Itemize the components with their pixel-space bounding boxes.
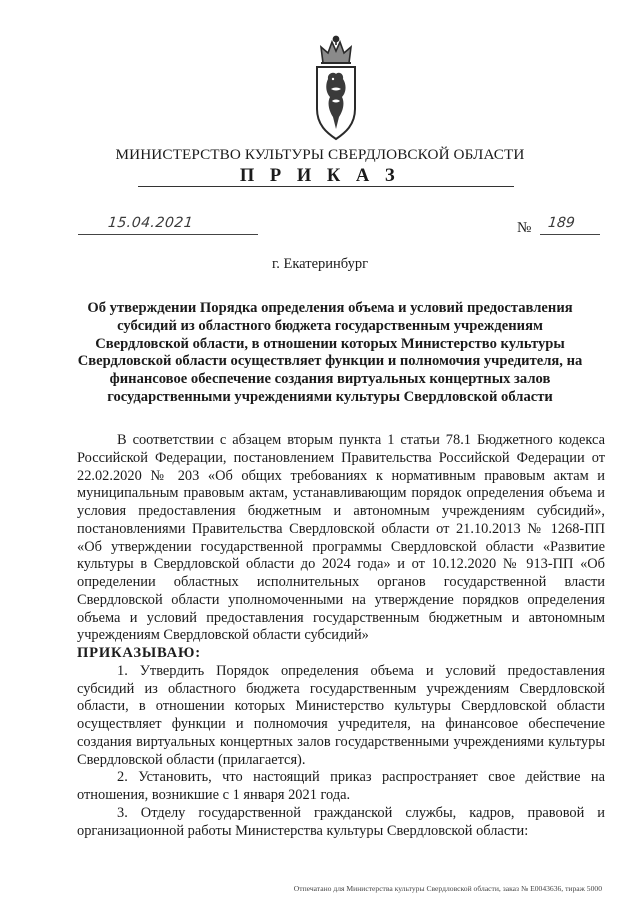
city-line: г. Екатеринбург (271, 256, 369, 272)
number-sign: № (517, 220, 532, 236)
document-type-heading: П Р И К А З (239, 166, 401, 186)
preamble-paragraph: В соответствии с абзацем вторым пункта 1 статьи 78.1 Бюджетного кодекса Российской Федерации, постановлением Правительства Российской Федерации от 22.02.2020 № 203 «Об общих требованиях к нормативным правовым актам и муниципальным правовым актам, устанавливающим порядок определения объема и условия предоставления бюджетным и автономным учреждениям субсидий», постановлениями Правительства Свердловской области от 21.10.2013 № 1268-ПП «Об утверждении государственной программы Свердловской области «Развитие культуры в Свердловской области до 2024 года» и от 10.12.2020 № 913-ПП «Об определении областных исполнительных органов государственной власти Свердловской области уполномоченными на утверждение порядков определения объема и условий предоставления государственным бюджетным и автономным учреждениям Свердловской области субсидий» (77, 432, 605, 644)
ministry-name: МИНИСТЕРСТВО КУЛЬТУРЫ СВЕРДЛОВСКОЙ ОБЛАСТИ (115, 146, 525, 163)
coat-of-arms-emblem (297, 33, 375, 143)
order-item-3: 3. Отделу государственной гражданской службы, кадров, правовой и организационной работы Министерства культуры Свердловской области: (77, 804, 605, 839)
print-footer: Отпечатано для Министерства культуры Свердловской области, заказ № Е0043636, тираж 5000 (293, 884, 602, 893)
order-body (77, 432, 605, 840)
orders-label: ПРИКАЗЫВАЮ: (77, 645, 201, 661)
order-number: 189 (547, 215, 576, 231)
number-underline (540, 234, 600, 235)
order-date: 15.04.2021 (107, 215, 195, 231)
header-divider (138, 186, 514, 187)
order-item-1: 1. Утвердить Порядок определения объема и условий предоставления субсидий из областного бюджета государственным учреждениям Свердловской области, в отношении которых Министерство культуры Свердловской области осуществляет функции и полномочия учредителя, на финансовое обеспечение создания виртуальных концертных залов государственными учреждениями культуры Свердловской области (прилагается). (77, 662, 605, 768)
order-title: Об утверждении Порядка определения объема и условий предоставления субсидий из областного бюджета государственным учреждениям Свердловской области, в отношении которых Министерство культуры Свердловской области осуществляет функции и полномочия учредителя, на финансовое обеспечение создания виртуальных концертных залов государственными учреждениями культуры Свердловской области (77, 300, 583, 405)
order-item-2: 2. Установить, что настоящий приказ распространяет свое действие на отношения, возникшие с 1 января 2021 года. (77, 769, 605, 803)
date-underline (78, 234, 258, 235)
